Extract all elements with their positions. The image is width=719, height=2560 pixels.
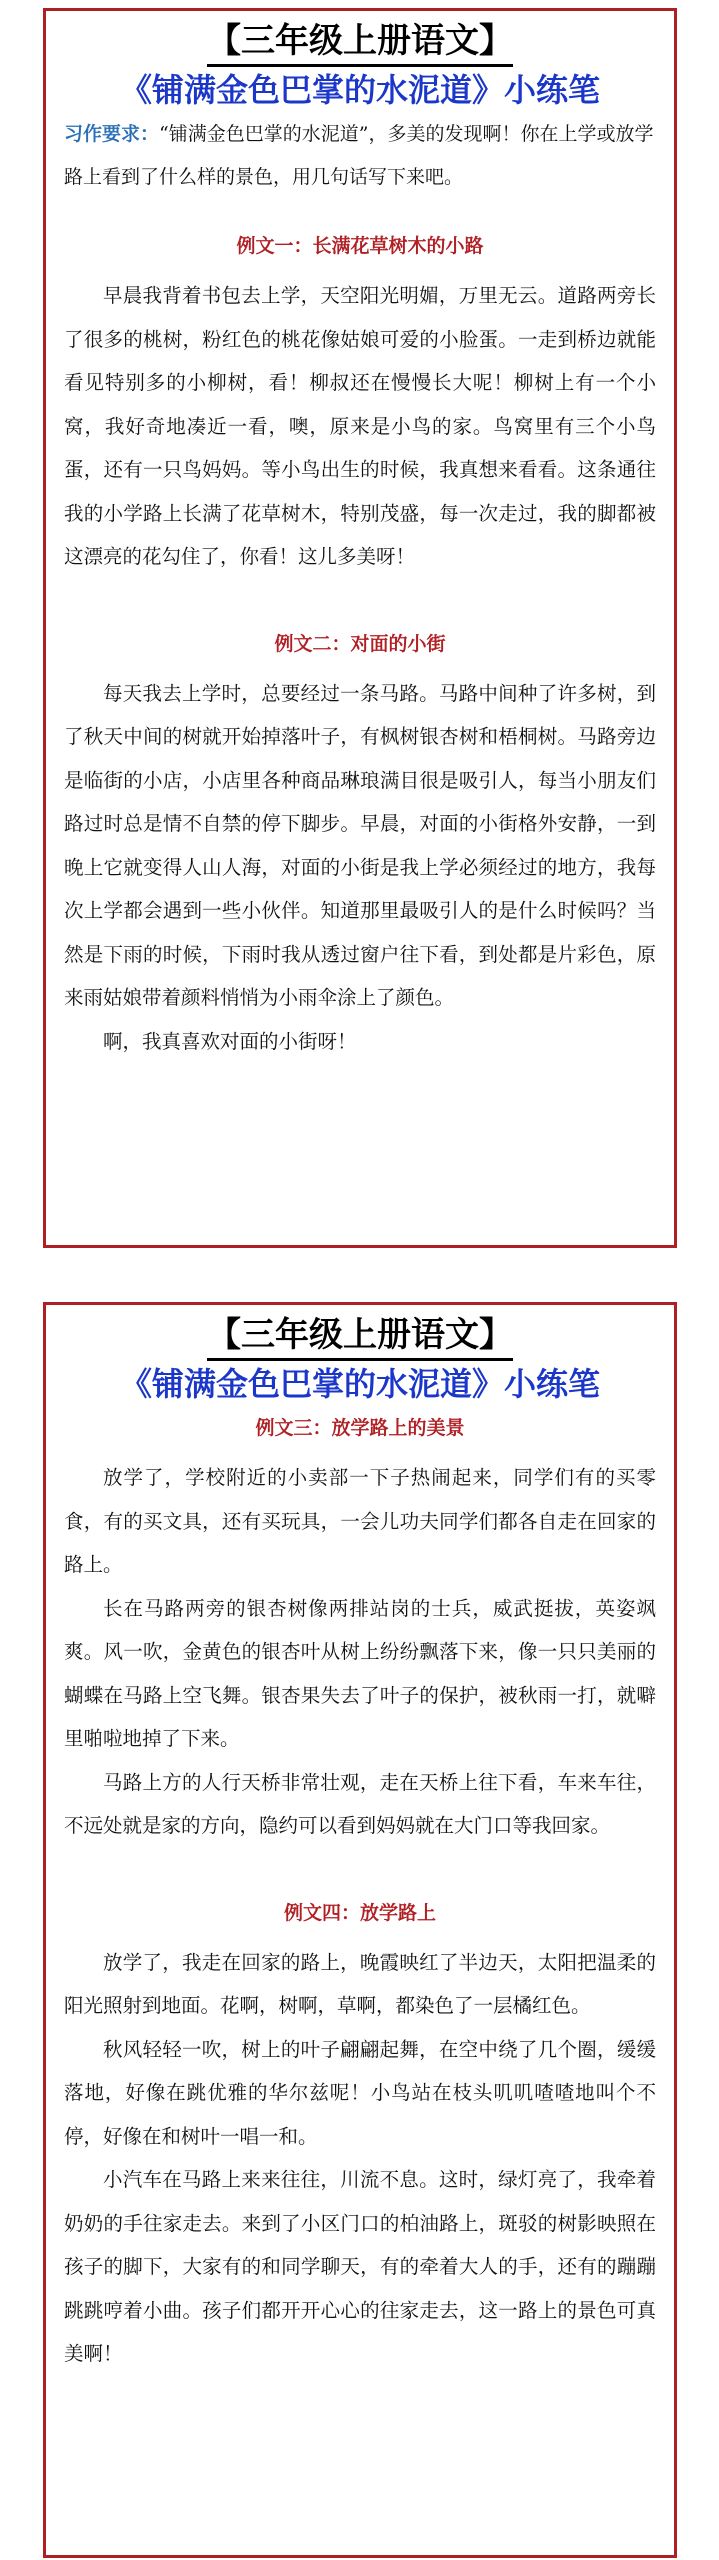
example2-paragraph: 每天我去上学时，总要经过一条马路。马路中间种了许多树，到了秋天中间的树就开始掉落叶子，有枫树银杏树和梧桐树。马路旁边是临街的小店，小店里各种商品琳琅满目很是吸引人，每当小朋友们路过时总是情不自禁的停下脚步。早晨，对面的小街格外安静，一到晚上它就变得人山人海，对面的小街是我上学必须经过的地方，我每次上学都会遇到一些小伙伴。知道那里最吸引人的是什么时候吗？当然是下雨的时候，下雨时我从透过窗户往下看，到处都是片彩色，原来雨姑娘带着颜料悄悄为小雨伞涂上了颜色。 xyxy=(64,681,656,1009)
example4-title: 例文四：放学路上 xyxy=(283,1901,436,1924)
writing-requirement xyxy=(46,113,674,199)
panel2-subtitle: 《铺满金色巴掌的水泥道》小练笔 xyxy=(119,1365,600,1403)
example1-title: 例文一：长满花草树木的小路 xyxy=(236,235,484,257)
example2-title: 例文二：对面的小街 xyxy=(274,632,446,655)
example1-paragraph: 早晨我背着书包去上学，天空阳光明媚，万里无云。道路两旁长了很多的桃树，粉红色的桃花像姑娘可爱的小脸蛋。一走到桥边就能看见特别多的小柳树，看！柳叔还在慢慢长大呢！柳树上有一个小窝，我好奇地凑近一看，噢，原来是小鸟的家。鸟窝里有三个小鸟蛋，还有一只鸟妈妈。等小鸟出生的时候，我真想来看看。这条通往我的小学路上长满了花草树木，特别茂盛，每一次走过，我的脚都被这漂亮的花勾住了，你看！这儿多美呀！ xyxy=(64,284,656,568)
example4-paragraph: 秋风轻轻一吹，树上的叶子翩翩起舞，在空中绕了几个圈，缓缓落地，好像在跳优雅的华尔兹呢！小鸟站在枝头叽叽喳喳地叫个不停，好像在和树叶一唱一和。 xyxy=(64,2037,656,2148)
example3-paragraph: 马路上方的人行天桥非常壮观，走在天桥上往下看，车来车往，不远处就是家的方向，隐约可以看到妈妈就在大门口等我回家。 xyxy=(64,1770,656,1837)
panel2-header xyxy=(46,1311,674,1361)
worksheet-panel-1 xyxy=(43,8,677,1248)
example3-paragraph: 长在马路两旁的银杏树像两排站岗的士兵，威武挺拔，英姿飒爽。风一吹，金黄色的银杏叶从树上纷纷飘落下来，像一只只美丽的蝴蝶在马路上空飞舞。银杏果失去了叶子的保护，被秋雨一打，就噼里啪啦地掉了下来。 xyxy=(64,1596,656,1750)
panel1-header xyxy=(46,17,674,67)
requirement-label: 习作要求： xyxy=(64,123,160,145)
example4-paragraph: 小汽车在马路上来来往往，川流不息。这时，绿灯亮了，我牵着奶奶的手往家走去。来到了小区门口的柏油路上，斑驳的树影映照在孩子的脚下，大家有的和同学聊天，有的牵着大人的手，还有的蹦蹦跳跳哼着小曲。孩子们都开开心心的往家走去，这一路上的景色可真美啊！ xyxy=(64,2168,656,2365)
requirement-text: “铺满金色巴掌的水泥道”，多美的发现啊！你在上学或放学路上看到了什么样的景色，用几句话写下来吧。 xyxy=(64,123,654,188)
example3-title: 例文三：放学路上的美景 xyxy=(255,1417,465,1439)
worksheet-panel-2 xyxy=(43,1302,677,2558)
example2-paragraph: 啊，我真喜欢对面的小街呀！ xyxy=(103,1029,357,1053)
panel1-header-text: 【三年级上册语文】 xyxy=(207,18,513,67)
panel2-header-text: 【三年级上册语文】 xyxy=(207,1312,513,1361)
example4-paragraph: 放学了，我走在回家的路上，晚霞映红了半边天，太阳把温柔的阳光照射到地面。花啊，树啊，草啊，都染色了一层橘红色。 xyxy=(64,1950,656,2017)
panel1-subtitle: 《铺满金色巴掌的水泥道》小练笔 xyxy=(119,71,600,109)
example3-paragraph: 放学了，学校附近的小卖部一下子热闹起来，同学们有的买零食，有的买文具，还有买玩具，一会儿功夫同学们都各自走在回家的路上。 xyxy=(64,1466,656,1576)
